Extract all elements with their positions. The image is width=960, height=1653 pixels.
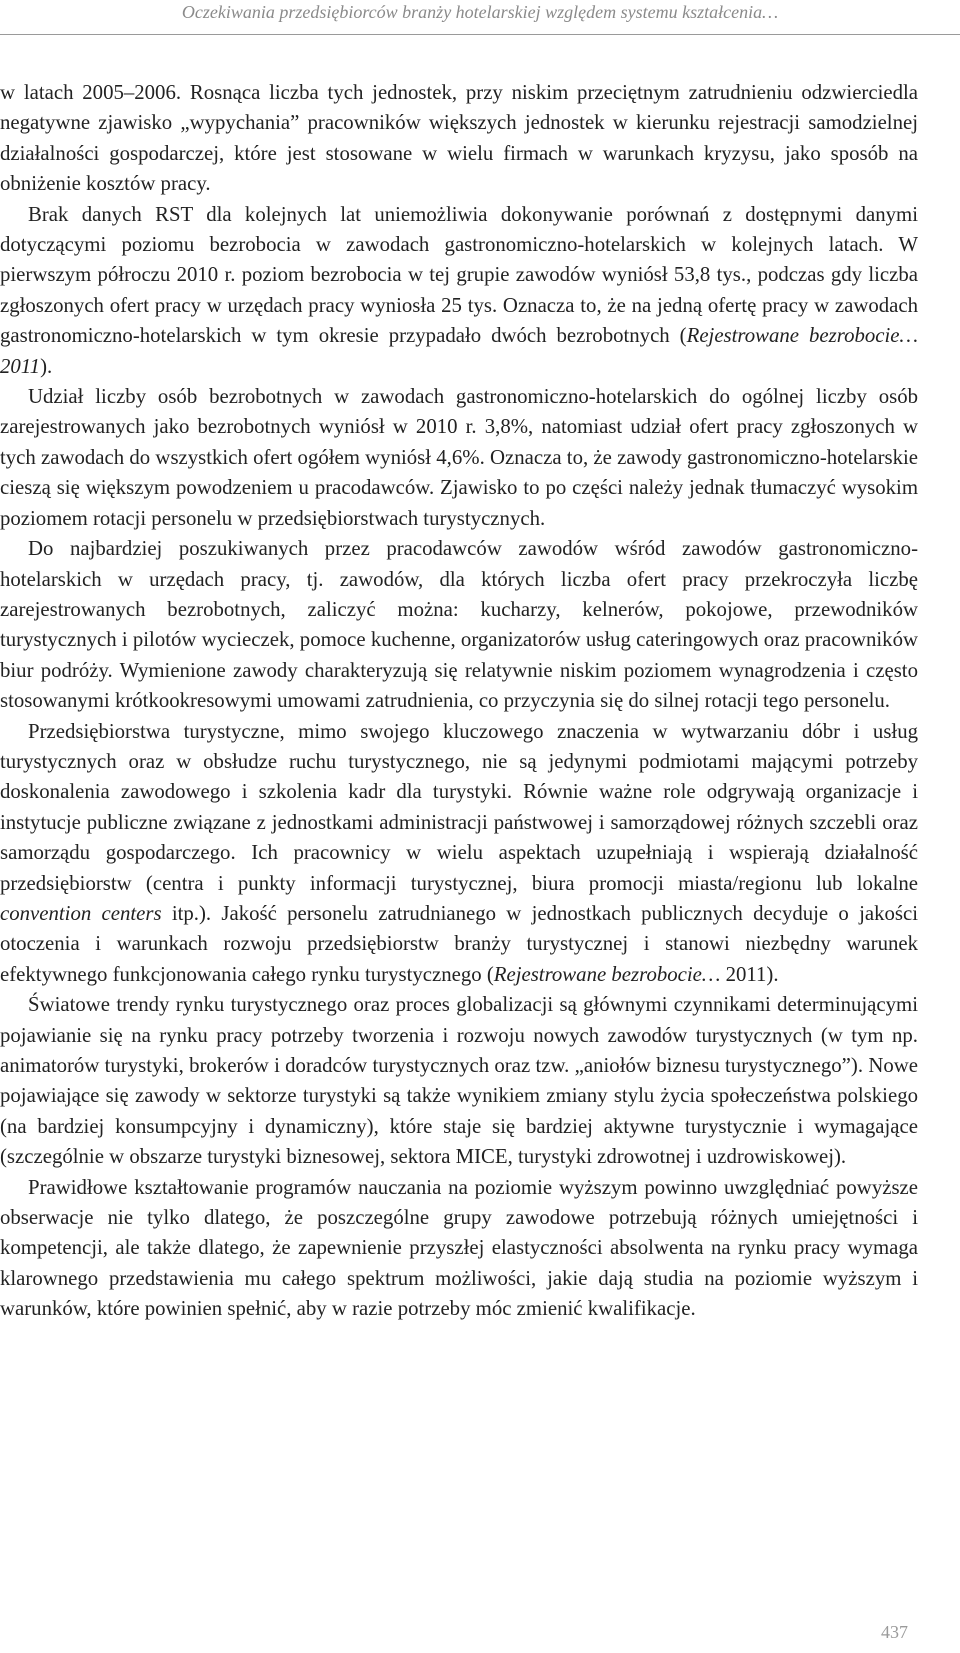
paragraph-text: Brak danych RST dla kolejnych lat uniemożliwia dokonywanie porównań z dostępnymi danymi dotyczącymi poziomu bezrobocia w zawodach gastronomiczno-hotelarskich w kolejnych latach. W pierwszym półroczu 2010 r. poziom bezrobocia w tej grupie zawodów wyniósł 53,8 tys., podczas gdy liczba zgłoszonych ofert pracy w urzędach pracy wyniosła 25 tys. Oznacza to, że na jedną ofertę pracy w zawodach gastronomiczno-hotelarskich w tym okresie przypadało dwóch bezrobotnych ( bbox=[0, 202, 918, 348]
paragraph-text: Przedsiębiorstwa turystyczne, mimo swojego kluczowego znaczenia w wytwarzaniu dóbr i usług turystycznych oraz w obsłudze ruchu turystycznego, nie są jedynymi podmiotami mającymi potrzeby doskonalenia zawodowego i szkolenia kadr dla turystyki. Równie ważne role odgrywają organizacje i instytucje publiczne związane z jednostkami administracji państwowej i samorządowej różnych szczebli oraz samorządu gospodarczego. Ich pracownicy w wielu aspektach uzupełniają i wspierają działalność przedsiębiorstw (centra i punkty informacji turystycznej, biura promocji miasta/regionu lub lokalne bbox=[0, 719, 918, 895]
paragraph-text: 2011). bbox=[720, 962, 779, 986]
header-divider bbox=[0, 34, 960, 35]
paragraph-unemployment-data bbox=[0, 200, 918, 382]
citation: Rejestrowane bezrobocie… bbox=[493, 962, 721, 986]
paragraph-unemployment-share: Udział liczby osób bezrobotnych w zawodach gastronomiczno-hotelarskich do ogólnej liczby osób zarejestrowanych jako bezrobotnych wyniósł w 2010 r. 3,8%, natomiast udział ofert pracy zgłoszonych w tych zawodach do wszystkich ofert ogółem wyniósł 4,6%. Oznacza to, że zawody gastronomiczno-hotelarskie cieszą się większym powodzeniem u pracodawców. Zjawisko to po części należy jednak tłumaczyć wysokim poziomem rotacji personelu w przedsiębiorstwach turystycznych. bbox=[0, 385, 918, 530]
italic-term: convention centers bbox=[0, 901, 162, 925]
paragraph-public-institutions bbox=[0, 717, 918, 991]
page-number: 437 bbox=[881, 1622, 908, 1642]
paragraph-curriculum: Prawidłowe kształtowanie programów nauczania na poziomie wyższym powinno uwzględniać powyższe obserwacje nie tylko dlatego, że poszczególne grupy zawodowe potrzebują różnych umiejętności i kompetencji, ale także dlatego, że zapewnienie przyszłej elastyczności absolwenta na rynku pracy wymaga klarownego przedstawienia mu całego spektrum możliwości, jakie dają studia na poziomie wyższym i warunków, które powinien spełnić, aby w razie potrzeby móc zmienić kwalifikacje. bbox=[0, 1175, 918, 1321]
body-text bbox=[0, 78, 918, 1325]
paragraph-text: ). bbox=[40, 354, 53, 378]
paragraph-sought-professions: Do najbardziej poszukiwanych przez pracodawców zawodów wśród zawodów gastronomiczno-hotelarskich w urzędach pracy, tj. zawodów, dla których liczba ofert pracy przekroczyła liczbę zarejestrowanych bezrobotnych, zaliczyć można: kucharzy, kelnerów, pokojowe, przewodników turystycznych i pilotów wycieczek, pomoce kuchenne, organizatorów usług cateringowych oraz pracowników biur podróży. Wymienione zawody charakteryzują się relatywnie niskim poziomem wynagrodzenia i często stosowanymi krótkookresowymi umowami zatrudnienia, co przyczynia się do silnej rotacji tego personelu. bbox=[0, 537, 918, 713]
paragraph-world-trends: Światowe trendy rynku turystycznego oraz proces globalizacji są głównymi czynnikami determinującymi pojawianie się na rynku pracy potrzeby tworzenia i rozwoju nowych zawodów turystycznych (w tym np. animatorów turystyki, brokerów i doradców turystycznych oraz tzw. „aniołów biznesu turystycznego”). Nowe pojawiające się zawody w sektorze turystyki są także wynikiem zmiany stylu życia społeczeństwa polskiego (na bardziej konsumpcyjny i dynamiczny), które staje się bardziej aktywne turystycznie i wymagające (szczególnie w obszarze turystyki biznesowej, sektora MICE, turystyki zdrowotnej i uzdrowiskowej). bbox=[0, 993, 918, 1169]
paragraph-text: itp.). Jakość personelu zatrudnianego w jednostkach publicznych decyduje o jakości otoczenia i warunkach rozwoju przedsiębiorstw branży turystycznej i stanowi niezbędny warunek efektywnego funkcjonowania całego rynku turystycznego ( bbox=[0, 901, 918, 986]
paragraph-continuation: w latach 2005–2006. Rosnąca liczba tych jednostek, przy niskim przeciętnym zatrudnieniu odzwierciedla negatywne zjawisko „wypychania” pracowników większych jednostek w kierunku rejestracji samodzielnej działalności gospodarczej, które jest stosowane w wielu firmach w warunkach kryzysu, jako sposób na obniżenie kosztów pracy. bbox=[0, 81, 918, 196]
running-header: Oczekiwania przedsiębiorców branży hotelarskiej względem systemu kształcenia… bbox=[181, 2, 779, 22]
citation: Rejestrowane bezrobocie… 2011 bbox=[0, 324, 918, 378]
